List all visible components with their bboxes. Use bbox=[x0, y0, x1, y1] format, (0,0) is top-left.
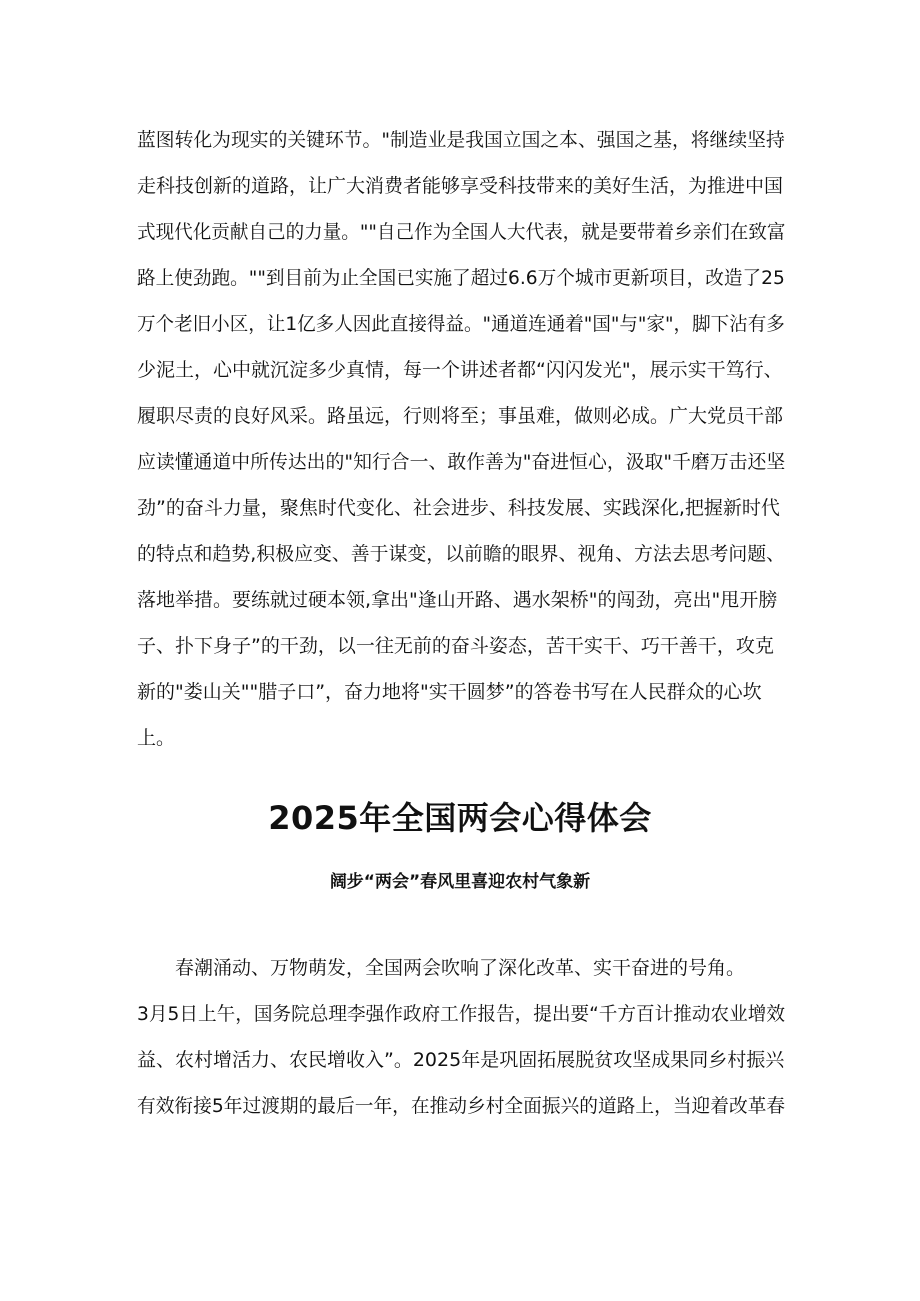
text-line: 走科技创新的道路，让广大消费者能够享受科技带来的美好生活，为推进中国 bbox=[137, 175, 784, 197]
text-line: 路上使劲跑。""到目前为止全国已实施了超过6.6万个城市更新项目，改造了25 bbox=[137, 267, 785, 289]
text-line: 式现代化贡献自己的力量。""自己作为全国人大代表，就是要带着乡亲们在致富 bbox=[137, 221, 786, 243]
text-line: 新的"娄山关""腊子口”，奋力地将"实干圆梦”的答卷书写在人民群众的心坎 bbox=[137, 681, 762, 703]
article-top-text bbox=[137, 128, 785, 750]
text-line: 益、农村增活力、农民增收入”。2025年是巩固拓展脱贫攻坚成果同乡村振兴 bbox=[137, 1049, 785, 1071]
article-bottom-text bbox=[137, 956, 785, 1118]
text-line: 少泥土，心中就沉淀多少真情，每一个讲述者都“闪闪发光"，展示实干笃行、 bbox=[137, 359, 783, 381]
page-subtitle: 阔步“两会”春风里喜迎农村气象新 bbox=[329, 872, 591, 892]
page-title: 2025年全国两会心得体会 bbox=[268, 799, 652, 837]
text-line: 上。 bbox=[137, 727, 176, 749]
text-line: 子、扑下身子”的干劲，以一往无前的奋斗姿态，苦干实干、巧干善干，攻克 bbox=[137, 635, 774, 657]
text-line: 蓝图转化为现实的关键环节。"制造业是我国立国之本、强国之基，将继续坚持 bbox=[137, 129, 785, 151]
text-line: 劲”的奋斗力量，聚焦时代变化、社会进步、科技发展、实践深化,把握新时代 bbox=[137, 497, 780, 519]
text-line: 春潮涌动、万物萌发，全国两会吹响了深化改革、实干奋进的号角。 bbox=[137, 957, 746, 979]
text-line: 履职尽责的良好风采。路虽远，行则将至；事虽难，做则必成。广大党员干部 bbox=[137, 405, 784, 427]
text-line: 应读懂通道中所传达出的"知行合一、敢作善为"奋进恒心，汲取"千磨万击还坚 bbox=[137, 451, 786, 473]
text-line: 落地举措。要练就过硬本领,拿出"逢山开路、遇水架桥"的闯劲，亮出"甩开膀 bbox=[137, 589, 778, 611]
text-line: 3月5日上午，国务院总理李强作政府工作报告，提出要“千方百计推动农业增效 bbox=[137, 1003, 786, 1025]
text-line: 万个老旧小区，让1亿多人因此直接得益。"通道连通着"国"与"家"，脚下沾有多 bbox=[137, 313, 785, 335]
text-line: 有效衔接5年过渡期的最后一年，在推动乡村全面振兴的道路上，当迎着改革春 bbox=[137, 1095, 786, 1117]
text-line: 的特点和趋势,积极应变、善于谋变，以前瞻的眼界、视角、方法去思考问题、 bbox=[137, 543, 786, 565]
